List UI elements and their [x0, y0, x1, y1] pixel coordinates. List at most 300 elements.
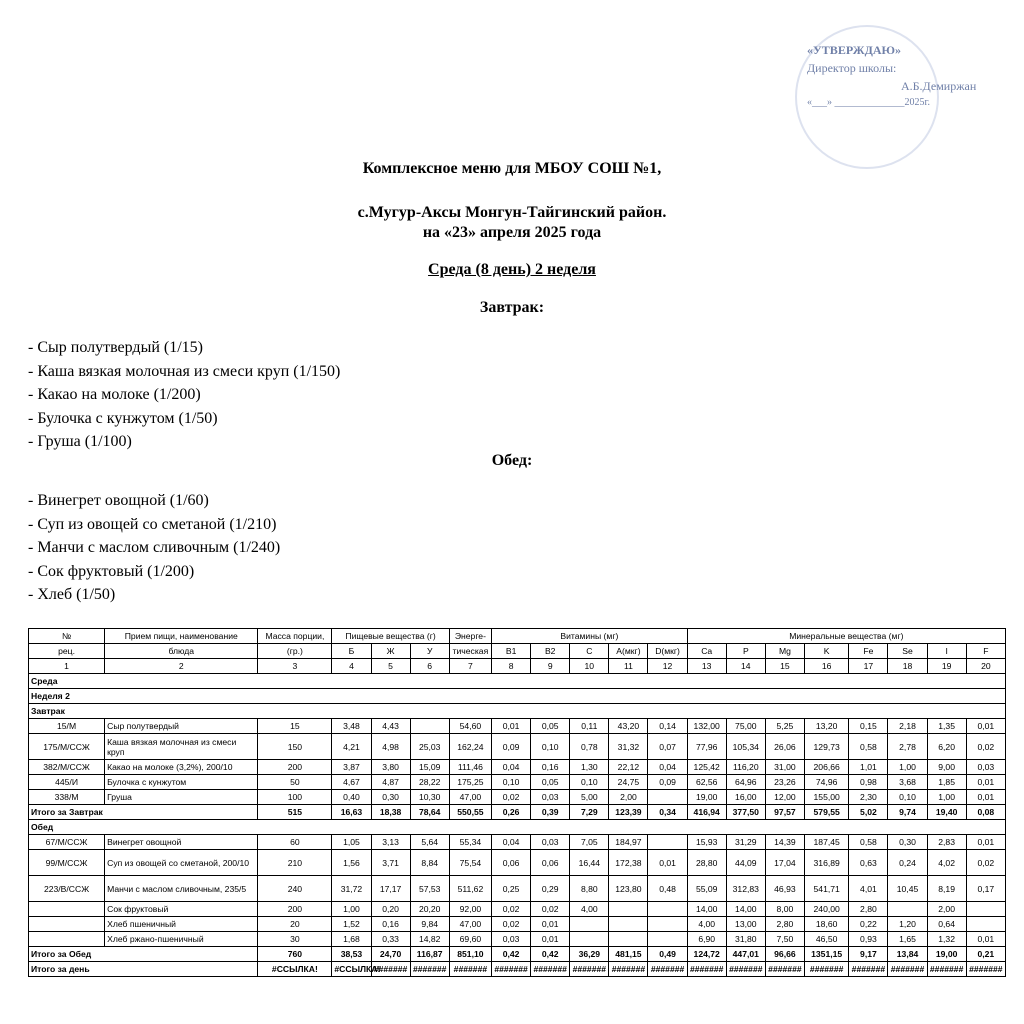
table-cell: 0,10 [888, 790, 927, 805]
total-value: 851,10 [449, 947, 491, 962]
table-cell: 0,09 [648, 775, 687, 790]
col-header: Se [888, 644, 927, 659]
list-item: - Манчи с маслом сливочным (1/240) [28, 539, 281, 556]
table-cell: 206,66 [804, 760, 848, 775]
table-cell: 0,15 [849, 719, 888, 734]
col-header: B2 [531, 644, 570, 659]
table-cell: 28,22 [410, 775, 449, 790]
table-cell: 0,04 [492, 760, 531, 775]
table-cell: 54,60 [449, 719, 491, 734]
col-header: Б [332, 644, 371, 659]
col-number: 1 [29, 659, 105, 674]
table-cell: 0,10 [570, 775, 609, 790]
table-cell: 0,30 [371, 790, 410, 805]
table-cell: 3,48 [332, 719, 371, 734]
table-cell: 200 [258, 760, 332, 775]
table-cell: 16,44 [570, 850, 609, 876]
table-cell: 10,30 [410, 790, 449, 805]
table-cell: 0,33 [371, 932, 410, 947]
table-cell: 0,01 [966, 790, 1005, 805]
table-cell: 4,21 [332, 734, 371, 760]
col-header: (гр.) [258, 644, 332, 659]
total-value: ####### [531, 962, 570, 977]
table-cell: 17,04 [765, 850, 804, 876]
col-number: 4 [332, 659, 371, 674]
total-value: 7,29 [570, 805, 609, 820]
table-cell: 14,00 [726, 902, 765, 917]
col-header: A(мкг) [609, 644, 648, 659]
section-lunch [29, 820, 1006, 835]
list-item: - Сыр полутвердый (1/15) [28, 339, 203, 356]
table-cell: 511,62 [449, 876, 491, 902]
table-cell: 0,02 [492, 917, 531, 932]
table-cell: 2,78 [888, 734, 927, 760]
table-cell: 15,09 [410, 760, 449, 775]
table-cell [648, 790, 687, 805]
table-cell: 9,84 [410, 917, 449, 932]
list-item: - Какао на молоке (1/200) [28, 386, 201, 403]
table-cell [570, 932, 609, 947]
table-cell: 0,02 [492, 790, 531, 805]
table-cell: 46,93 [765, 876, 804, 902]
table-cell: 1,65 [888, 932, 927, 947]
stamp-director: Директор школы: [807, 61, 897, 75]
table-row [29, 775, 1006, 790]
col-header: Минеральные вещества (мг) [687, 629, 1005, 644]
table-cell: 8,84 [410, 850, 449, 876]
col-number: 12 [648, 659, 687, 674]
table-cell: 100 [258, 790, 332, 805]
table-cell: 0,01 [966, 932, 1005, 947]
table-cell: 67/М/ССЖ [29, 835, 105, 850]
total-value: 760 [258, 947, 332, 962]
table-cell: 30 [258, 932, 332, 947]
table-cell: 8,19 [927, 876, 966, 902]
table-cell: 0,30 [888, 835, 927, 850]
table-cell: 31,80 [726, 932, 765, 947]
table-cell: 0,03 [492, 932, 531, 947]
total-value: ####### [888, 962, 927, 977]
table-cell: 162,24 [449, 734, 491, 760]
table-cell: 15/М [29, 719, 105, 734]
table-row [29, 917, 1006, 932]
stamp-name: А.Б.Демиржан [901, 79, 977, 93]
total-value: 550,55 [449, 805, 491, 820]
col-number: 19 [927, 659, 966, 674]
total-value: 0,08 [966, 805, 1005, 820]
table-cell: 184,97 [609, 835, 648, 850]
col-number: 3 [258, 659, 332, 674]
total-value: 16,63 [332, 805, 371, 820]
title-date: на «23» апреля 2025 года [422, 224, 602, 241]
lunch-total-row [29, 947, 1006, 962]
total-value: 116,87 [410, 947, 449, 962]
table-cell: 0,17 [966, 876, 1005, 902]
table-cell: 0,01 [966, 719, 1005, 734]
col-header: рец. [29, 644, 105, 659]
table-cell: Суп из овощей со сметаной, 200/10 [105, 850, 258, 876]
table-cell: 382/М/ССЖ [29, 760, 105, 775]
table-row [29, 835, 1006, 850]
table-cell: 92,00 [449, 902, 491, 917]
table-cell: Какао на молоке (3,2%), 200/10 [105, 760, 258, 775]
table-cell: Хлеб ржано-пшеничный [105, 932, 258, 947]
table-cell: 0,09 [492, 734, 531, 760]
table-cell: 4,02 [927, 850, 966, 876]
table-cell: 111,46 [449, 760, 491, 775]
table-cell [410, 719, 449, 734]
section-breakfast [29, 704, 1006, 719]
table-cell: 1,68 [332, 932, 371, 947]
table-cell: 24,75 [609, 775, 648, 790]
table-cell: 3,80 [371, 760, 410, 775]
col-header: Витамины (мг) [492, 629, 688, 644]
col-number: 11 [609, 659, 648, 674]
col-number: 20 [966, 659, 1005, 674]
section-label: Неделя 2 [29, 689, 1006, 704]
table-cell: 0,24 [888, 850, 927, 876]
nutrition-table [28, 628, 1006, 977]
table-cell: 0,04 [492, 835, 531, 850]
total-value: ####### [849, 962, 888, 977]
col-number: 9 [531, 659, 570, 674]
table-cell: 316,89 [804, 850, 848, 876]
col-header: F [966, 644, 1005, 659]
table-row [29, 902, 1006, 917]
table-cell: 9,00 [927, 760, 966, 775]
table-cell: 19,00 [687, 790, 726, 805]
table-cell: 0,03 [531, 790, 570, 805]
table-cell: 0,03 [966, 760, 1005, 775]
table-cell: 15 [258, 719, 332, 734]
table-cell: 1,32 [927, 932, 966, 947]
approval-stamp [795, 25, 1005, 145]
total-value: ####### [410, 962, 449, 977]
table-cell: 69,60 [449, 932, 491, 947]
total-value: 9,74 [888, 805, 927, 820]
table-cell: Хлеб пшеничный [105, 917, 258, 932]
total-label: Итого за Обед [29, 947, 258, 962]
table-cell: 1,35 [927, 719, 966, 734]
total-value: ####### [927, 962, 966, 977]
table-cell: 1,01 [849, 760, 888, 775]
list-item: - Суп из овощей со сметаной (1/210) [28, 515, 277, 533]
table-cell: 77,96 [687, 734, 726, 760]
table-cell: 5,64 [410, 835, 449, 850]
table-cell: 132,00 [687, 719, 726, 734]
total-value: 0,42 [531, 947, 570, 962]
table-cell: 3,71 [371, 850, 410, 876]
table-cell: 28,80 [687, 850, 726, 876]
table-cell: 4,87 [371, 775, 410, 790]
col-header: Прием пищи, наименование [105, 629, 258, 644]
table-cell: 0,03 [531, 835, 570, 850]
table-cell: 200 [258, 902, 332, 917]
total-value: 0,26 [492, 805, 531, 820]
table-cell: 31,00 [765, 760, 804, 775]
table-cell [609, 902, 648, 917]
table-cell: 26,06 [765, 734, 804, 760]
col-header: K [804, 644, 848, 659]
table-cell: 0,22 [849, 917, 888, 932]
table-cell: 44,09 [726, 850, 765, 876]
col-header: Ж [371, 644, 410, 659]
total-value: 36,29 [570, 947, 609, 962]
section-label: Завтрак [29, 704, 1006, 719]
table-cell: 4,67 [332, 775, 371, 790]
table-cell: 0,02 [966, 734, 1005, 760]
col-header: Пищевые вещества (г) [332, 629, 449, 644]
table-cell [29, 902, 105, 917]
table-cell: 4,01 [849, 876, 888, 902]
total-value: ####### [648, 962, 687, 977]
col-number: 10 [570, 659, 609, 674]
table-cell: 4,00 [687, 917, 726, 932]
table-cell [966, 917, 1005, 932]
list-item: - Булочка с кунжутом (1/50) [28, 409, 218, 427]
header-row-2 [29, 644, 1006, 659]
table-cell: 0,58 [849, 835, 888, 850]
table-cell: 1,30 [570, 760, 609, 775]
col-header: Энерге- [449, 629, 491, 644]
table-cell: 0,14 [648, 719, 687, 734]
table-cell: 8,80 [570, 876, 609, 902]
table-cell [888, 902, 927, 917]
table-cell: 0,01 [492, 719, 531, 734]
table-cell: 105,34 [726, 734, 765, 760]
table-cell: 47,00 [449, 917, 491, 932]
table-cell: 43,20 [609, 719, 648, 734]
list-item: - Винегрет овощной (1/60) [28, 492, 209, 509]
table-cell [570, 917, 609, 932]
total-value: 0,34 [648, 805, 687, 820]
table-cell: 6,20 [927, 734, 966, 760]
table-cell: 0,11 [570, 719, 609, 734]
table-cell: 7,50 [765, 932, 804, 947]
table-cell: 0,10 [531, 734, 570, 760]
table-cell: 20 [258, 917, 332, 932]
table-cell [648, 835, 687, 850]
table-cell: 22,12 [609, 760, 648, 775]
col-header: I [927, 644, 966, 659]
table-cell: 0,16 [371, 917, 410, 932]
table-cell: 338/М [29, 790, 105, 805]
table-cell: 0,40 [332, 790, 371, 805]
table-cell: 2,80 [765, 917, 804, 932]
col-header: № [29, 629, 105, 644]
total-value: 124,72 [687, 947, 726, 962]
col-header: P [726, 644, 765, 659]
table-cell: 0,01 [966, 835, 1005, 850]
total-value: 38,53 [332, 947, 371, 962]
table-cell: 75,00 [726, 719, 765, 734]
table-cell: 172,38 [609, 850, 648, 876]
table-cell: 5,00 [570, 790, 609, 805]
total-value: 0,49 [648, 947, 687, 962]
col-number: 17 [849, 659, 888, 674]
table-cell: 4,43 [371, 719, 410, 734]
col-header: Масса порции, [258, 629, 332, 644]
total-value: 13,84 [888, 947, 927, 962]
table-cell: 2,30 [849, 790, 888, 805]
table-row [29, 760, 1006, 775]
table-cell: 0,93 [849, 932, 888, 947]
col-number: 2 [105, 659, 258, 674]
col-header: блюда [105, 644, 258, 659]
table-cell: 3,13 [371, 835, 410, 850]
table-cell: 15,93 [687, 835, 726, 850]
table-cell: 8,00 [765, 902, 804, 917]
day-total-row [29, 962, 1006, 977]
table-cell: 62,56 [687, 775, 726, 790]
table-cell: 129,73 [804, 734, 848, 760]
table-cell: 0,01 [966, 775, 1005, 790]
total-value: 24,70 [371, 947, 410, 962]
total-value: 515 [258, 805, 332, 820]
table-cell: 0,01 [531, 917, 570, 932]
total-value: 0,21 [966, 947, 1005, 962]
table-cell: 155,00 [804, 790, 848, 805]
total-value: 0,42 [492, 947, 531, 962]
col-header: D(мкг) [648, 644, 687, 659]
table-cell: 1,52 [332, 917, 371, 932]
table-cell: 20,20 [410, 902, 449, 917]
table-cell: 1,00 [927, 790, 966, 805]
breakfast-heading: Завтрак: [479, 299, 545, 316]
list-item: - Груша (1/100) [28, 433, 132, 450]
total-label: Итого за Завтрак [29, 805, 258, 820]
total-value: 19,40 [927, 805, 966, 820]
stamp-date: «___» ______________2025г. [807, 97, 930, 108]
header-row-1 [29, 629, 1006, 644]
total-value: 96,66 [765, 947, 804, 962]
total-value: 5,02 [849, 805, 888, 820]
total-value: #ССЫЛКА! [258, 962, 332, 977]
table-cell: 14,00 [687, 902, 726, 917]
table-cell: 3,68 [888, 775, 927, 790]
table-cell: 99/М/ССЖ [29, 850, 105, 876]
table-row [29, 932, 1006, 947]
table-cell: 240 [258, 876, 332, 902]
table-cell [609, 917, 648, 932]
table-cell: 0,98 [849, 775, 888, 790]
table-cell: 123,80 [609, 876, 648, 902]
table-cell [29, 932, 105, 947]
table-cell: Винегрет овощной [105, 835, 258, 850]
col-number: 18 [888, 659, 927, 674]
total-value: ####### [609, 962, 648, 977]
table-cell: 74,96 [804, 775, 848, 790]
table-cell: 210 [258, 850, 332, 876]
total-value: ####### [570, 962, 609, 977]
table-cell: 25,03 [410, 734, 449, 760]
table-cell: 55,09 [687, 876, 726, 902]
table-cell: 1,85 [927, 775, 966, 790]
table-row [29, 734, 1006, 760]
col-header: У [410, 644, 449, 659]
total-value: 78,64 [410, 805, 449, 820]
section-week [29, 689, 1006, 704]
total-value: ####### [966, 962, 1005, 977]
table-cell: 150 [258, 734, 332, 760]
table-cell: 0,01 [531, 932, 570, 947]
table-cell: 312,83 [726, 876, 765, 902]
table-cell: Груша [105, 790, 258, 805]
table-cell: 240,00 [804, 902, 848, 917]
table-cell: 55,34 [449, 835, 491, 850]
table-cell: 0,06 [531, 850, 570, 876]
table-cell: 445/И [29, 775, 105, 790]
col-header: Mg [765, 644, 804, 659]
total-value: 18,38 [371, 805, 410, 820]
header-row-3 [29, 659, 1006, 674]
col-header: Fe [849, 644, 888, 659]
table-cell [29, 917, 105, 932]
table-cell: 1,00 [332, 902, 371, 917]
table-cell: 6,90 [687, 932, 726, 947]
col-header: C [570, 644, 609, 659]
total-value: ####### [371, 962, 410, 977]
table-cell: 16,00 [726, 790, 765, 805]
table-cell: 3,87 [332, 760, 371, 775]
table-cell: 5,25 [765, 719, 804, 734]
col-header: Ca [687, 644, 726, 659]
total-value: 0,39 [531, 805, 570, 820]
table-cell: 10,45 [888, 876, 927, 902]
breakfast-total-row [29, 805, 1006, 820]
table-row [29, 876, 1006, 902]
stamp-approve: «УТВЕРЖДАЮ» [807, 43, 902, 57]
total-value: 9,17 [849, 947, 888, 962]
table-cell: 4,00 [570, 902, 609, 917]
table-cell: 0,64 [927, 917, 966, 932]
total-value: ####### [687, 962, 726, 977]
table-cell: 14,82 [410, 932, 449, 947]
table-cell: Сок фруктовый [105, 902, 258, 917]
list-item: - Каша вязкая молочная из смеси круп (1/150) [28, 362, 341, 380]
table-cell: 1,00 [888, 760, 927, 775]
total-label: Итого за день [29, 962, 258, 977]
total-value: ####### [726, 962, 765, 977]
table-cell: 60 [258, 835, 332, 850]
col-number: 14 [726, 659, 765, 674]
table-cell: 0,48 [648, 876, 687, 902]
title-day: Среда (8 день) 2 неделя [428, 261, 596, 278]
col-header: B1 [492, 644, 531, 659]
total-value: ####### [492, 962, 531, 977]
table-cell: Сыр полутвердый [105, 719, 258, 734]
total-value: #ССЫЛКА! [332, 962, 371, 977]
table-row [29, 719, 1006, 734]
col-number: 8 [492, 659, 531, 674]
table-cell: 541,71 [804, 876, 848, 902]
table-cell: 7,05 [570, 835, 609, 850]
table-cell: 2,18 [888, 719, 927, 734]
table-cell: 175/М/ССЖ [29, 734, 105, 760]
table-cell: 0,02 [966, 850, 1005, 876]
table-cell: 2,00 [609, 790, 648, 805]
table-cell: 17,17 [371, 876, 410, 902]
section-day [29, 674, 1006, 689]
table-cell: Булочка с кунжутом [105, 775, 258, 790]
table-cell: 1,20 [888, 917, 927, 932]
table-cell: 46,50 [804, 932, 848, 947]
table-cell: 0,06 [492, 850, 531, 876]
table-cell [966, 902, 1005, 917]
table-cell: 0,63 [849, 850, 888, 876]
table-row [29, 850, 1006, 876]
col-number: 15 [765, 659, 804, 674]
